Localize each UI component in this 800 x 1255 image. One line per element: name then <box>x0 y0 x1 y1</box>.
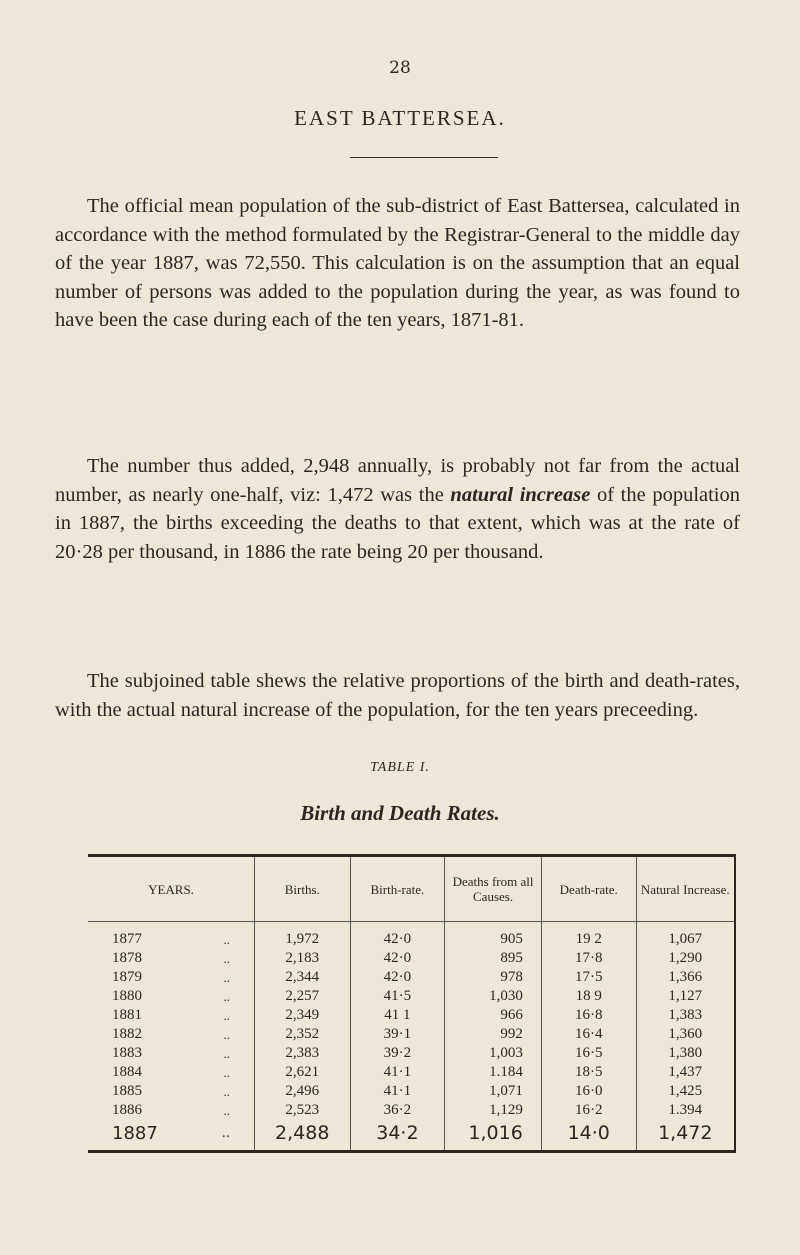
cell-value: 41 1 <box>384 1007 411 1023</box>
cell-value: 16·5 <box>574 1045 603 1061</box>
table-cell <box>541 1082 636 1101</box>
cell-value: 41·1 <box>383 1064 412 1080</box>
table-row <box>88 1101 735 1120</box>
table-cell <box>255 968 351 987</box>
table-cell <box>541 1044 636 1063</box>
cell-value: 36·2 <box>383 1102 412 1118</box>
cell-value: 42·0 <box>383 969 412 985</box>
cell-value: 1886 <box>112 1102 142 1118</box>
cell-value: 16·0 <box>574 1083 603 1099</box>
table-cell <box>350 968 445 987</box>
cell-value: 1,030 <box>489 988 523 1004</box>
table-cell <box>636 1025 735 1044</box>
cell-value: 1,003 <box>489 1045 523 1061</box>
table-cell <box>445 1101 542 1120</box>
cell-value: 42·0 <box>383 950 412 966</box>
leader-dots: .. <box>223 1084 230 1099</box>
table-cell <box>350 1101 445 1120</box>
table-cell <box>350 1006 445 1025</box>
table-cell <box>445 1120 542 1152</box>
cell-value: 1,016 <box>468 1121 523 1144</box>
cell-value: 18·5 <box>574 1064 603 1080</box>
table-cell <box>445 922 542 950</box>
paragraph-post: of the population in 1887, the births exceeding the deaths to that extent, which was at the rate of 20·28 per thousand, in 1886 the rate being 20 per thousand. <box>55 483 741 563</box>
cell-value: 1,067 <box>668 931 703 947</box>
table-cell <box>445 987 542 1006</box>
table-cell <box>636 1044 735 1063</box>
table-cell <box>541 922 636 950</box>
table-cell <box>445 1063 542 1082</box>
table-cell <box>255 1006 351 1025</box>
paragraph-lead: The number thus added, 2,948 annually, is probably not far from the actual number, as nearly one-half, viz: <box>55 455 740 506</box>
cell-value: 2,488 <box>275 1121 330 1144</box>
cell-value: 1,360 <box>668 1026 703 1042</box>
cell-value: 1,129 <box>489 1102 523 1118</box>
cell-value: 1.184 <box>489 1064 523 1080</box>
column-header: Birth-rate. <box>350 856 445 922</box>
cell-value: 1,366 <box>668 969 703 985</box>
table-cell <box>255 1101 351 1120</box>
table-row <box>88 1063 735 1082</box>
table-cell <box>636 968 735 987</box>
cell-value: 1887 <box>112 1122 158 1144</box>
title-divider <box>350 157 498 158</box>
table-cell <box>255 1025 351 1044</box>
table-cell <box>445 1025 542 1044</box>
birth-death-rates-table <box>88 854 736 1153</box>
table-label: TABLE I. <box>370 760 430 775</box>
table-cell <box>636 922 735 950</box>
table-cell <box>636 1101 735 1120</box>
cell-value: 19 2 <box>575 931 602 947</box>
column-header: Natural Increase. <box>636 856 735 922</box>
table-cell <box>350 987 445 1006</box>
cell-value: 1,472 <box>658 1121 713 1144</box>
cell-value: 1,383 <box>668 1007 703 1023</box>
table-cell <box>541 1120 636 1152</box>
table-cell <box>88 1044 255 1063</box>
table-row <box>88 1120 735 1152</box>
cell-value: 42·0 <box>383 931 412 947</box>
cell-value: 41·5 <box>383 988 412 1004</box>
table-cell <box>350 1120 445 1152</box>
table-cell <box>350 1025 445 1044</box>
cell-value: 1879 <box>112 969 142 985</box>
cell-value: 905 <box>500 931 523 947</box>
table-cell <box>255 1044 351 1063</box>
cell-value: 966 <box>500 1007 523 1023</box>
cell-value: 2,383 <box>285 1045 320 1061</box>
cell-value: 2,621 <box>285 1064 320 1080</box>
cell-value: 1883 <box>112 1045 142 1061</box>
table-cell <box>636 1120 735 1152</box>
column-header: YEARS. <box>88 856 255 922</box>
table-cell <box>445 1082 542 1101</box>
cell-value: 17·5 <box>574 969 603 985</box>
table-row <box>88 1082 735 1101</box>
cell-value: 41·1 <box>383 1083 412 1099</box>
table-cell <box>541 1025 636 1044</box>
cell-value: 1,071 <box>489 1083 523 1099</box>
table-cell <box>636 1006 735 1025</box>
table-cell <box>88 987 255 1006</box>
cell-value: 16·8 <box>574 1007 603 1023</box>
leader-dots: .. <box>223 1046 230 1061</box>
table-cell <box>255 949 351 968</box>
table-row <box>88 949 735 968</box>
cell-value: 2,344 <box>285 969 320 985</box>
table-cell <box>255 1120 351 1152</box>
cell-value: 18 9 <box>575 988 602 1004</box>
table-row <box>88 987 735 1006</box>
paragraph-pre: 1,472 was the <box>327 483 444 506</box>
cell-value: 16·4 <box>574 1026 603 1042</box>
table-cell <box>88 1063 255 1082</box>
table-cell <box>541 949 636 968</box>
table-cell <box>255 922 351 950</box>
cell-value: 978 <box>500 969 523 985</box>
cell-value: 2,523 <box>285 1102 320 1118</box>
table-cell <box>445 949 542 968</box>
table-cell <box>88 922 255 950</box>
cell-value: 1,290 <box>668 950 703 966</box>
cell-value: 2,257 <box>285 988 320 1004</box>
cell-value: 1,380 <box>668 1045 703 1061</box>
table-cell <box>88 1006 255 1025</box>
table-cell <box>88 1082 255 1101</box>
column-header: Death-rate. <box>541 856 636 922</box>
cell-value: 1,425 <box>668 1083 703 1099</box>
cell-value: 1,127 <box>668 988 703 1004</box>
cell-value: 2,349 <box>285 1007 320 1023</box>
natural-increase-term: natural increase <box>450 483 591 506</box>
table-cell <box>636 1082 735 1101</box>
cell-value: 1,437 <box>668 1064 703 1080</box>
table-row <box>88 1044 735 1063</box>
table-cell <box>88 1120 255 1152</box>
leader-dots: .. <box>223 970 230 985</box>
cell-value: 39·1 <box>383 1026 412 1042</box>
table-cell <box>541 987 636 1006</box>
table-cell <box>88 949 255 968</box>
table-cell <box>255 987 351 1006</box>
cell-value: 1885 <box>112 1083 142 1099</box>
cell-value: 2,352 <box>285 1026 320 1042</box>
leader-dots: .. <box>223 951 230 966</box>
table-cell <box>541 968 636 987</box>
table-cell <box>636 949 735 968</box>
table-cell <box>445 968 542 987</box>
table-cell <box>88 1025 255 1044</box>
cell-value: 1880 <box>112 988 142 1004</box>
table-cell <box>88 1101 255 1120</box>
table-cell <box>88 968 255 987</box>
table-row <box>88 1025 735 1044</box>
paragraph-natural-increase <box>55 452 740 566</box>
leader-dots: .. <box>223 1065 230 1080</box>
table-cell <box>350 1082 445 1101</box>
cell-value: 39·2 <box>383 1045 412 1061</box>
table-row <box>88 922 735 950</box>
paragraph-table-intro: The subjoined table shews the relative proportions of the birth and death-rates, with the actual natural increase of the population, for the ten years preceeding. <box>55 670 740 721</box>
cell-value: 2,183 <box>285 950 320 966</box>
table-cell <box>255 1063 351 1082</box>
cell-value: 1878 <box>112 950 142 966</box>
cell-value: 1.394 <box>668 1102 703 1118</box>
cell-value: 34·2 <box>376 1121 419 1144</box>
cell-value: 16·2 <box>574 1102 603 1118</box>
table-cell <box>541 1101 636 1120</box>
table-cell <box>350 1063 445 1082</box>
cell-value: 14·0 <box>567 1121 610 1144</box>
table-cell <box>255 1082 351 1101</box>
cell-value: 2,496 <box>285 1083 320 1099</box>
leader-dots: .. <box>223 989 230 1004</box>
cell-value: 1882 <box>112 1026 142 1042</box>
table-cell <box>445 1006 542 1025</box>
table-row <box>88 1006 735 1025</box>
cell-value: 1877 <box>112 931 142 947</box>
table-caption: Birth and Death Rates. <box>300 801 500 825</box>
cell-value: 895 <box>500 950 523 966</box>
leader-dots: .. <box>221 1125 230 1141</box>
cell-value: 1,972 <box>285 931 320 947</box>
table-cell <box>541 1063 636 1082</box>
leader-dots: .. <box>223 1027 230 1042</box>
leader-dots: .. <box>223 1103 230 1118</box>
cell-value: 1881 <box>112 1007 142 1023</box>
cell-value: 1884 <box>112 1064 142 1080</box>
paragraph-population: The official mean population of the sub-district of East Battersea, calculated in accordance with the method formulated by the Registrar-General to the middle day of the year 1887, was 72,550. This calculation is on the assumption that an equal number of persons was added to the population during the year, as was found to have been the case during each of the ten years, 1871-81. <box>55 195 740 332</box>
table-row <box>88 968 735 987</box>
leader-dots: .. <box>223 1008 230 1023</box>
cell-value: 17·8 <box>574 950 603 966</box>
table-cell <box>350 922 445 950</box>
leader-dots: .. <box>223 932 230 947</box>
cell-value: 992 <box>500 1026 523 1042</box>
table-cell <box>636 1063 735 1082</box>
table-cell <box>350 949 445 968</box>
page-title: EAST BATTERSEA. <box>294 106 506 130</box>
column-header: Deaths from all Causes. <box>445 856 542 922</box>
page-number: 28 <box>389 58 411 78</box>
table-cell <box>636 987 735 1006</box>
table-cell <box>350 1044 445 1063</box>
table-cell <box>541 1006 636 1025</box>
table-cell <box>445 1044 542 1063</box>
column-header: Births. <box>255 856 351 922</box>
